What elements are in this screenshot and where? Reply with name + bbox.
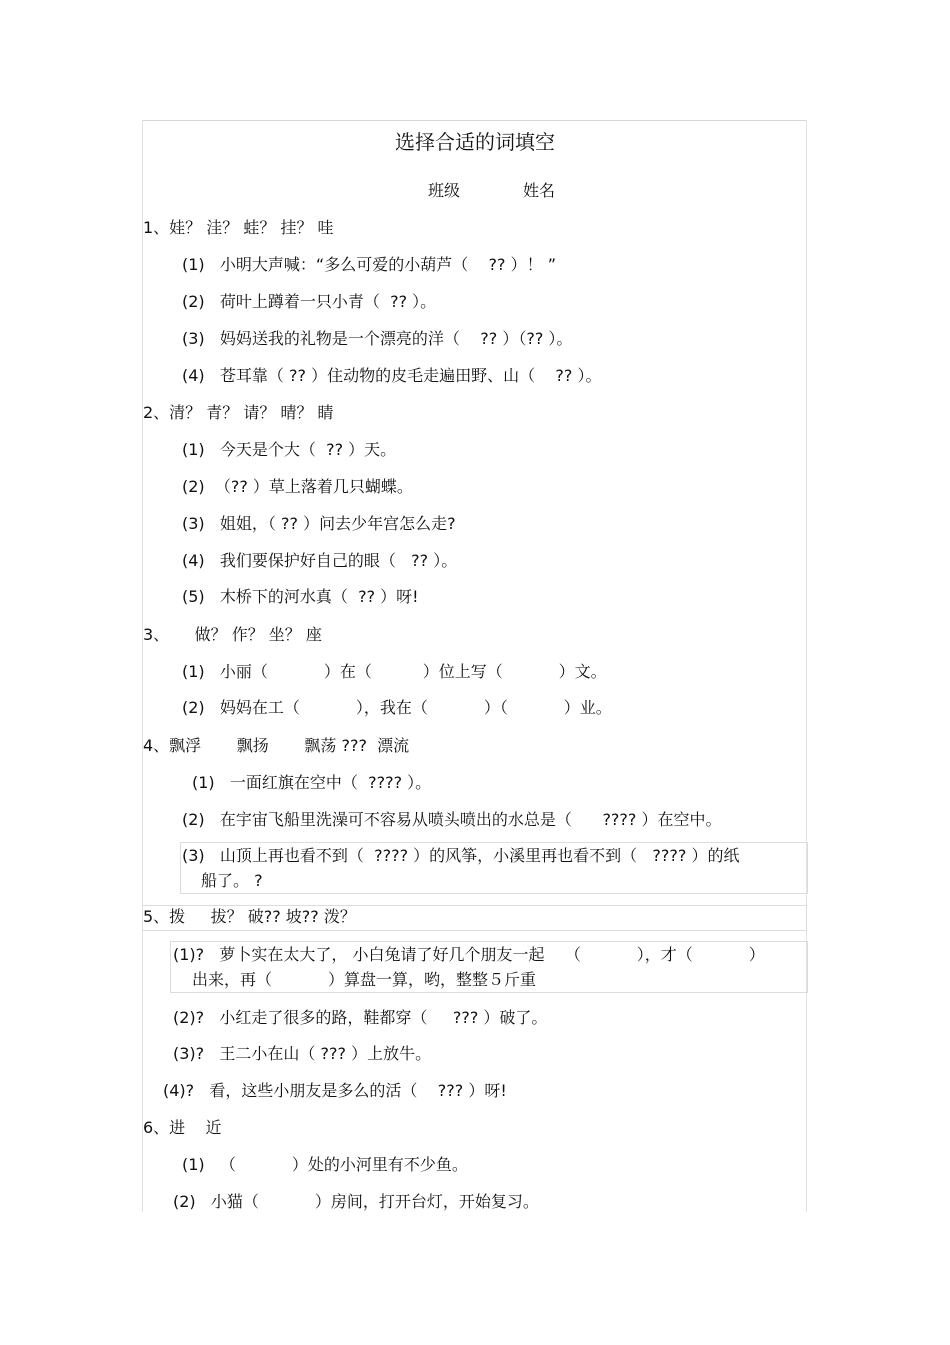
question-item-continuation: 出来，再（ ）算盘一算，哟，整整５斤重 <box>192 970 536 989</box>
question-item: (3) 山顶上再也看不到（ ???? ）的风筝，小溪里再也看不到（ ???? ）的纸 <box>182 846 740 865</box>
question-item: (4) 苍耳靠（ ?? ）住动物的皮毛走遍田野、山（ ?? ）。 <box>182 366 602 385</box>
question-item: (2)? 小红走了很多的路，鞋都穿（ ??? ）破了。 <box>173 1008 548 1027</box>
class-label: 班级 <box>428 181 461 200</box>
question-item: (2) 荷叶上蹲着一只小青（ ?? ）。 <box>182 292 437 311</box>
question-item: (1) 小明大声喊：“多么可爱的小葫芦（ ?? ）！ ” <box>182 255 557 274</box>
name-label: 姓名 <box>523 181 556 200</box>
question-item: (2) （?? ）草上落着几只蝴蝶。 <box>182 477 413 496</box>
question-item: (5) 木桥下的河水真（ ?? ）呀! <box>182 587 419 606</box>
question-item: (2) 小猫（ ）房间，打开台灯，开始复习。 <box>173 1192 539 1211</box>
worksheet-frame-right <box>806 120 807 1212</box>
question-item: (2) 妈妈在工（ ），我在（ ）（ ）业。 <box>182 698 612 717</box>
section-heading: 4、飘浮 飘扬 飘荡 ??? 漂流 <box>143 736 410 755</box>
section-heading: 2、清？ 青？ 请？ 晴？ 睛 <box>143 403 334 422</box>
question-item: (1) （ ）处的小河里有不少鱼。 <box>182 1155 468 1174</box>
question-item: (1) 一面红旗在空中（ ???? ）。 <box>192 773 432 792</box>
question-item-continuation: 船了。 ? <box>201 871 263 890</box>
page-title: 选择合适的词填空 <box>395 130 555 154</box>
question-item: (4)? 看，这些小朋友是多么的活（ ??? ）呀! <box>163 1081 507 1100</box>
question-item: (2) 在宇宙飞船里洗澡可不容易从喷头喷出的水总是（ ???? ）在空中。 <box>182 810 722 829</box>
section-heading: 5、拨 拔？ 破?? 坡?? 泼？ <box>143 907 356 926</box>
section-heading: 3、 做？ 作？ 坐？ 座 <box>143 625 322 644</box>
worksheet-frame-left <box>142 120 143 1212</box>
question-item: (3)? 王二小在山（ ??? ）上放牛。 <box>173 1044 432 1063</box>
worksheet-frame-top <box>142 120 806 121</box>
question-item: (1)? 萝卜实在太大了， 小白兔请了好几个朋友一起 （ ），才（ ） <box>173 945 765 964</box>
question-item: (3) 姐姐，（ ?? ）问去少年宫怎么走? <box>182 514 456 533</box>
question-item: (4) 我们要保护好自己的眼（ ?? ）。 <box>182 551 458 570</box>
question-item: (1) 小丽（ ）在（ ）位上写（ ）文。 <box>182 662 607 681</box>
question-item: (3) 妈妈送我的礼物是一个漂亮的洋（ ?? ）（?? ）。 <box>182 329 573 348</box>
question-item: (1) 今天是个大（ ?? ）天。 <box>182 440 397 459</box>
section-heading: 1、娃？ 洼？ 蛙？ 挂？ 哇 <box>143 218 334 237</box>
section-heading: 6、进 近 <box>143 1118 222 1137</box>
